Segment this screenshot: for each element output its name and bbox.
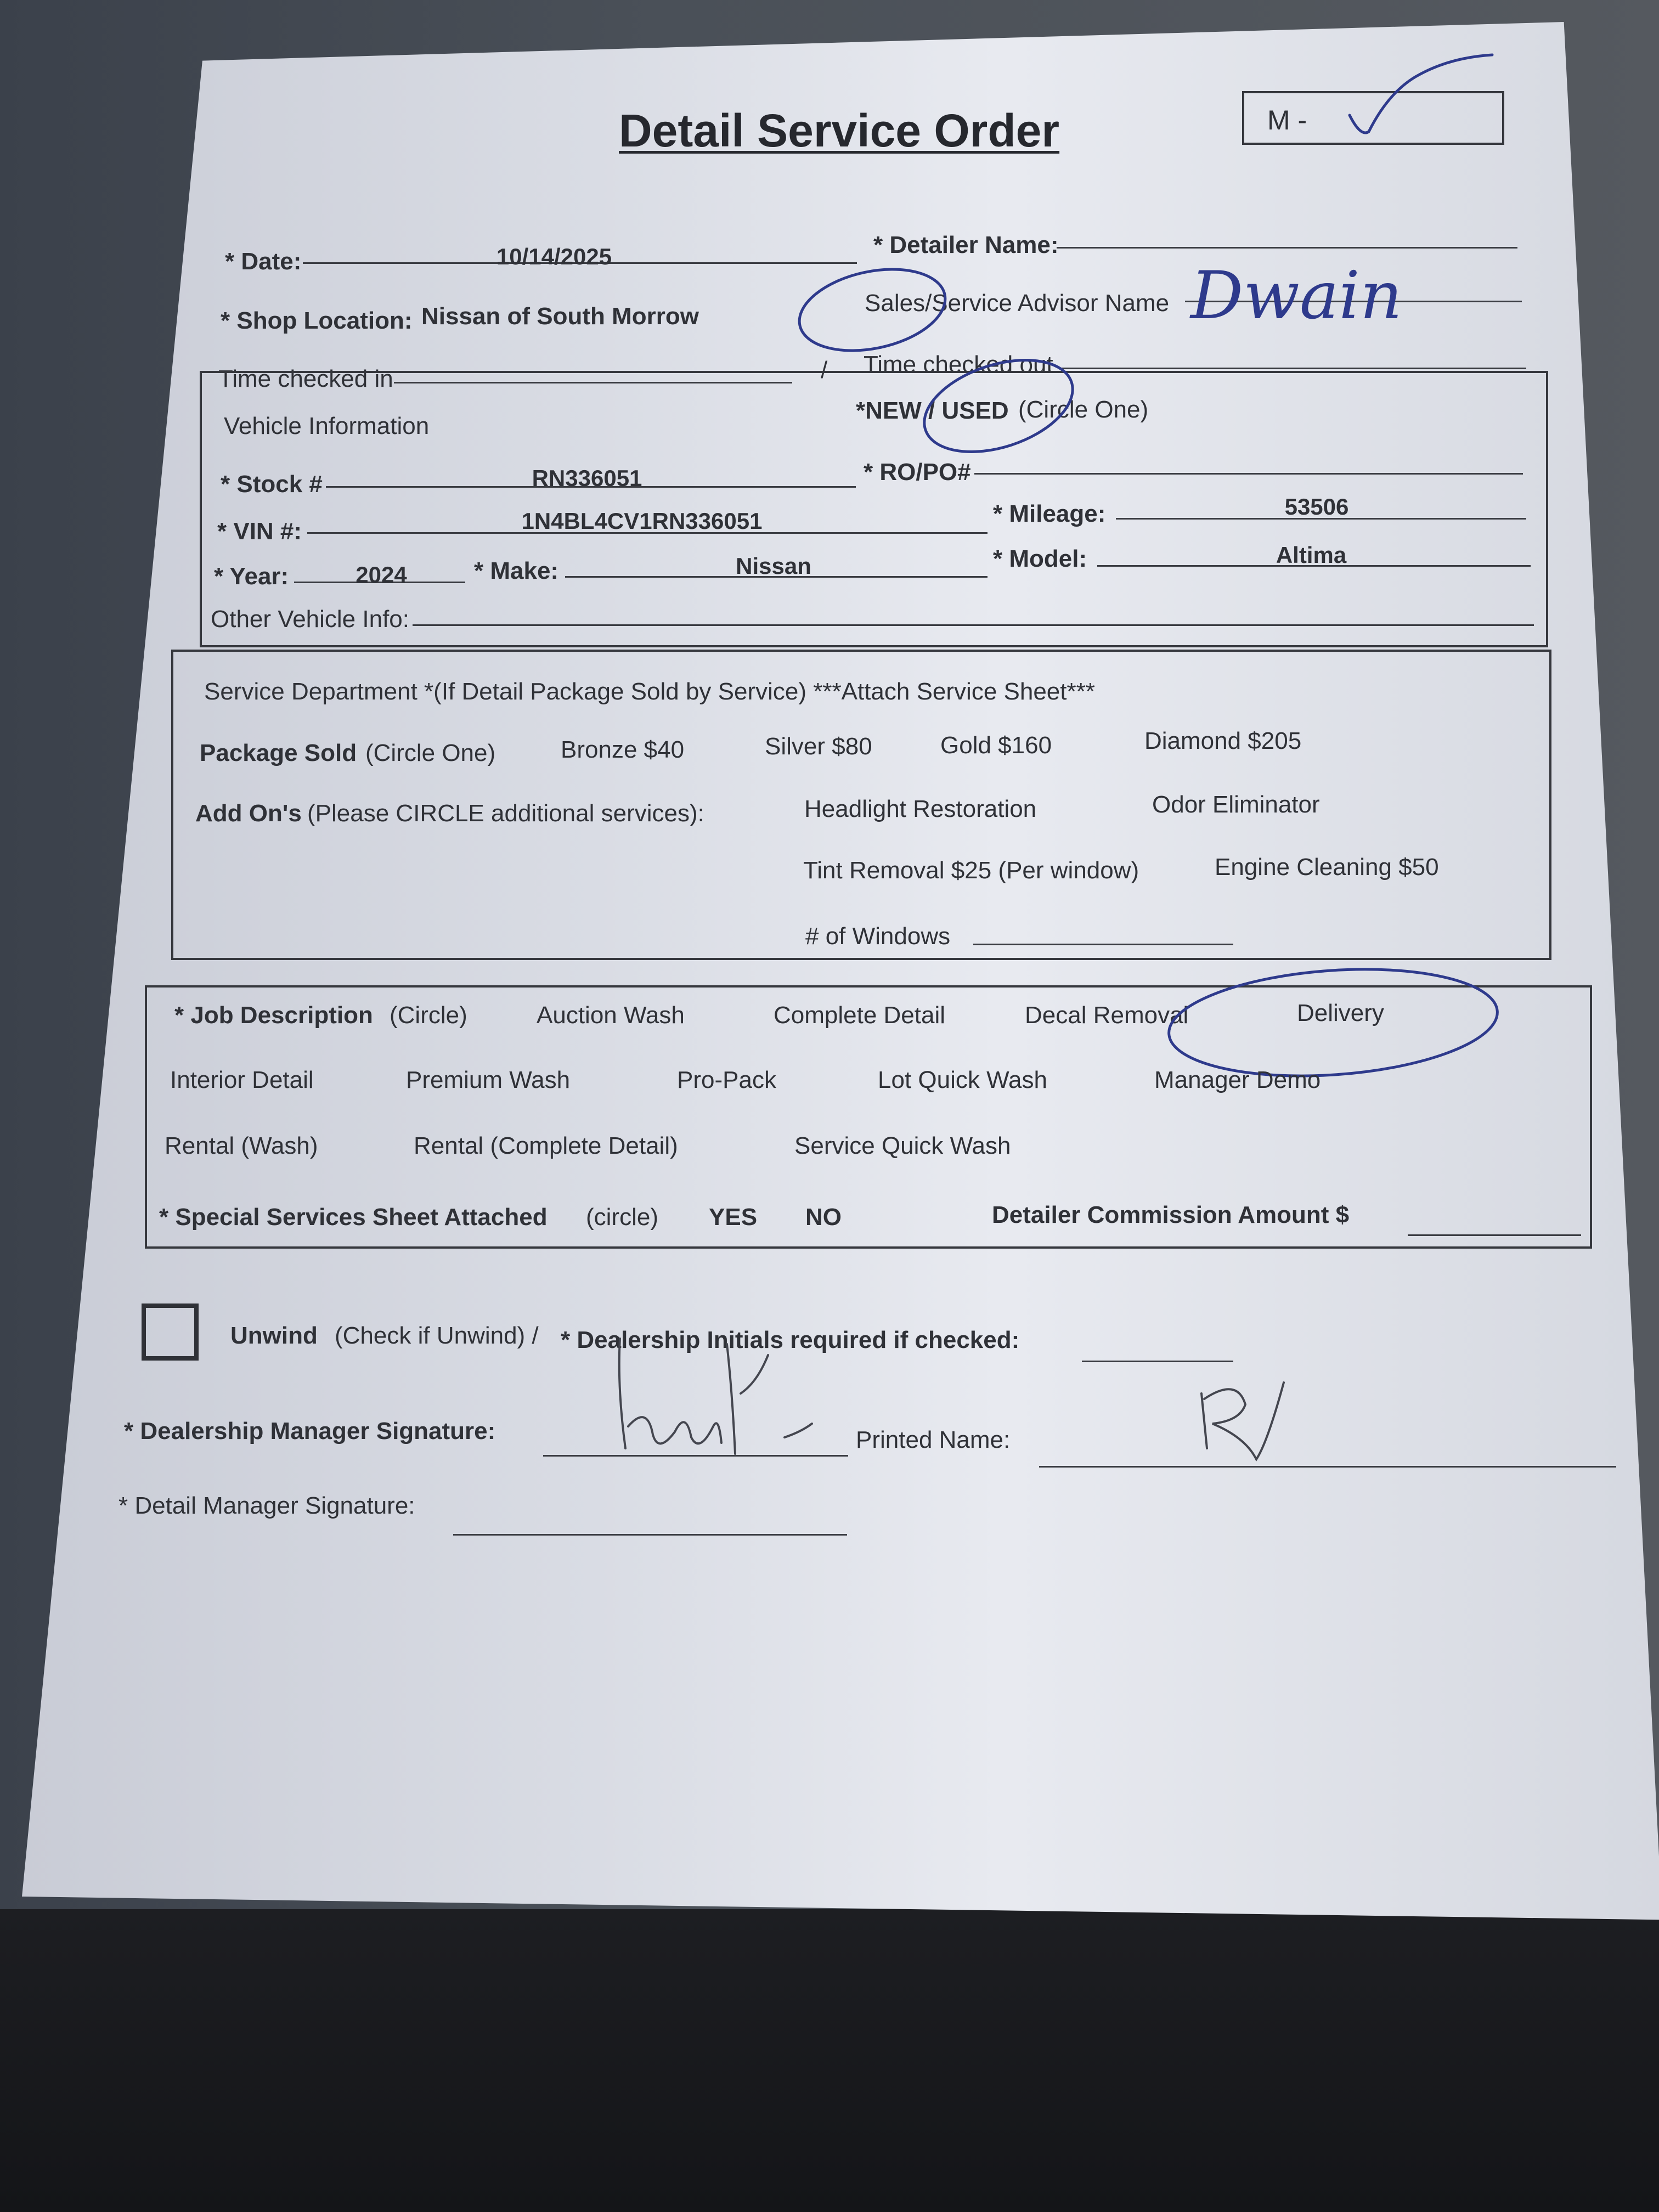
package-hint: (Circle One) bbox=[365, 740, 496, 766]
model-value[interactable]: Altima bbox=[1276, 542, 1347, 568]
addon-odor-eliminator[interactable]: Odor Eliminator bbox=[1152, 791, 1320, 818]
job-premium-wash[interactable]: Premium Wash bbox=[406, 1066, 571, 1093]
service-section-label: Service Department *(If Detail Package Sold by Service) ***Attach Service Sheet*** bbox=[204, 678, 1095, 705]
time-out-line[interactable] bbox=[1060, 368, 1526, 369]
detailer-name-label: * Detailer Name: bbox=[873, 232, 1059, 258]
job-rental-complete-detail[interactable]: Rental (Complete Detail) bbox=[414, 1132, 678, 1159]
dealership-initials-label: * Dealership Initials required if checked: bbox=[561, 1327, 1020, 1353]
special-yes[interactable]: YES bbox=[709, 1204, 758, 1231]
unwind-hint: (Check if Unwind) / bbox=[335, 1322, 539, 1349]
date-label: * Date: bbox=[225, 248, 302, 275]
detail-manager-signature-label: * Detail Manager Signature: bbox=[119, 1492, 415, 1519]
other-vehicle-info-line[interactable] bbox=[413, 624, 1534, 626]
commission-line[interactable] bbox=[1408, 1234, 1581, 1236]
add-ons-hint: (Please CIRCLE additional services): bbox=[307, 800, 704, 827]
job-service-quick-wash[interactable]: Service Quick Wash bbox=[794, 1132, 1011, 1159]
package-silver[interactable]: Silver $80 bbox=[765, 733, 872, 760]
dealership-manager-signature-label: * Dealership Manager Signature: bbox=[124, 1418, 496, 1444]
pen-circle-sales bbox=[790, 263, 955, 357]
job-complete-detail[interactable]: Complete Detail bbox=[774, 1002, 946, 1029]
job-decal-removal[interactable]: Decal Removal bbox=[1025, 1002, 1189, 1029]
advisor-name-handwriting: Dwain bbox=[1190, 258, 1403, 334]
model-label: * Model: bbox=[993, 545, 1087, 572]
mileage-label: * Mileage: bbox=[993, 500, 1106, 527]
job-manager-demo[interactable]: Manager Demo bbox=[1154, 1066, 1321, 1093]
vin-value[interactable]: 1N4BL4CV1RN336051 bbox=[521, 508, 763, 534]
printed-name-scribble bbox=[1185, 1372, 1295, 1465]
windows-count-line[interactable] bbox=[973, 944, 1233, 945]
desk-shadow bbox=[0, 1909, 1659, 2212]
new-used-label: *NEW / USED bbox=[856, 397, 1009, 424]
vin-label: * VIN #: bbox=[217, 518, 302, 545]
detailer-name-line[interactable] bbox=[1057, 247, 1517, 249]
time-slash: / bbox=[821, 357, 828, 383]
make-label: * Make: bbox=[474, 557, 559, 584]
make-value[interactable]: Nissan bbox=[736, 553, 811, 579]
package-diamond[interactable]: Diamond $205 bbox=[1144, 727, 1302, 754]
package-gold[interactable]: Gold $160 bbox=[940, 732, 1052, 759]
special-no[interactable]: NO bbox=[805, 1204, 842, 1231]
job-pro-pack[interactable]: Pro-Pack bbox=[677, 1066, 776, 1093]
job-description-label: * Job Description bbox=[174, 1002, 373, 1029]
job-delivery[interactable]: Delivery bbox=[1297, 1000, 1384, 1026]
job-lot-quick-wash[interactable]: Lot Quick Wash bbox=[878, 1066, 1047, 1093]
circle-one-hint: (Circle One) bbox=[1018, 396, 1149, 423]
shop-location-label: * Shop Location: bbox=[221, 307, 413, 334]
windows-count-label: # of Windows bbox=[805, 923, 951, 950]
stock-label: * Stock # bbox=[221, 471, 323, 498]
year-value[interactable]: 2024 bbox=[356, 562, 407, 588]
check-mark-icon bbox=[1339, 49, 1503, 143]
job-description-hint: (Circle) bbox=[390, 1002, 467, 1029]
package-sold-label: Package Sold bbox=[200, 740, 357, 766]
special-services-label: * Special Services Sheet Attached bbox=[159, 1204, 548, 1231]
addon-tint-removal[interactable]: Tint Removal $25 (Per window) bbox=[803, 857, 1139, 884]
package-bronze[interactable]: Bronze $40 bbox=[561, 736, 685, 763]
date-value[interactable]: 10/14/2025 bbox=[496, 244, 612, 269]
time-checked-in-label: Time checked in bbox=[218, 365, 393, 392]
shop-location-value: Nissan of South Morrow bbox=[421, 303, 699, 330]
manager-signature-scribble bbox=[603, 1322, 823, 1465]
advisor-name-label: Sales/Service Advisor Name bbox=[865, 290, 1170, 317]
dealership-initials-line[interactable] bbox=[1082, 1361, 1233, 1362]
unwind-checkbox[interactable] bbox=[142, 1304, 199, 1361]
pen-circle-used bbox=[911, 351, 1086, 461]
printed-name-line[interactable] bbox=[1039, 1466, 1616, 1468]
stock-value[interactable]: RN336051 bbox=[532, 465, 642, 491]
add-ons-label: Add On's bbox=[195, 800, 302, 827]
page-title: Detail Service Order bbox=[619, 105, 1060, 156]
ropo-label: * RO/PO# bbox=[864, 459, 971, 486]
detail-manager-signature-line[interactable] bbox=[453, 1534, 847, 1536]
ropo-line[interactable] bbox=[974, 473, 1523, 475]
addon-headlight-restoration[interactable]: Headlight Restoration bbox=[804, 795, 1037, 822]
year-label: * Year: bbox=[214, 563, 289, 590]
special-services-hint: (circle) bbox=[586, 1204, 658, 1231]
addon-engine-cleaning[interactable]: Engine Cleaning $50 bbox=[1215, 854, 1439, 881]
m-box-label: M - bbox=[1267, 105, 1307, 136]
job-rental-wash[interactable]: Rental (Wash) bbox=[165, 1132, 318, 1159]
time-checked-out-label: Time checked out bbox=[864, 351, 1053, 378]
other-vehicle-info-label: Other Vehicle Info: bbox=[211, 606, 409, 633]
commission-label: Detailer Commission Amount $ bbox=[992, 1201, 1350, 1228]
job-interior-detail[interactable]: Interior Detail bbox=[170, 1066, 314, 1093]
unwind-label: Unwind bbox=[230, 1322, 318, 1349]
printed-name-label: Printed Name: bbox=[856, 1426, 1011, 1453]
job-auction-wash[interactable]: Auction Wash bbox=[537, 1002, 685, 1029]
vehicle-info-label: Vehicle Information bbox=[224, 413, 430, 439]
mileage-value[interactable]: 53506 bbox=[1284, 494, 1349, 520]
